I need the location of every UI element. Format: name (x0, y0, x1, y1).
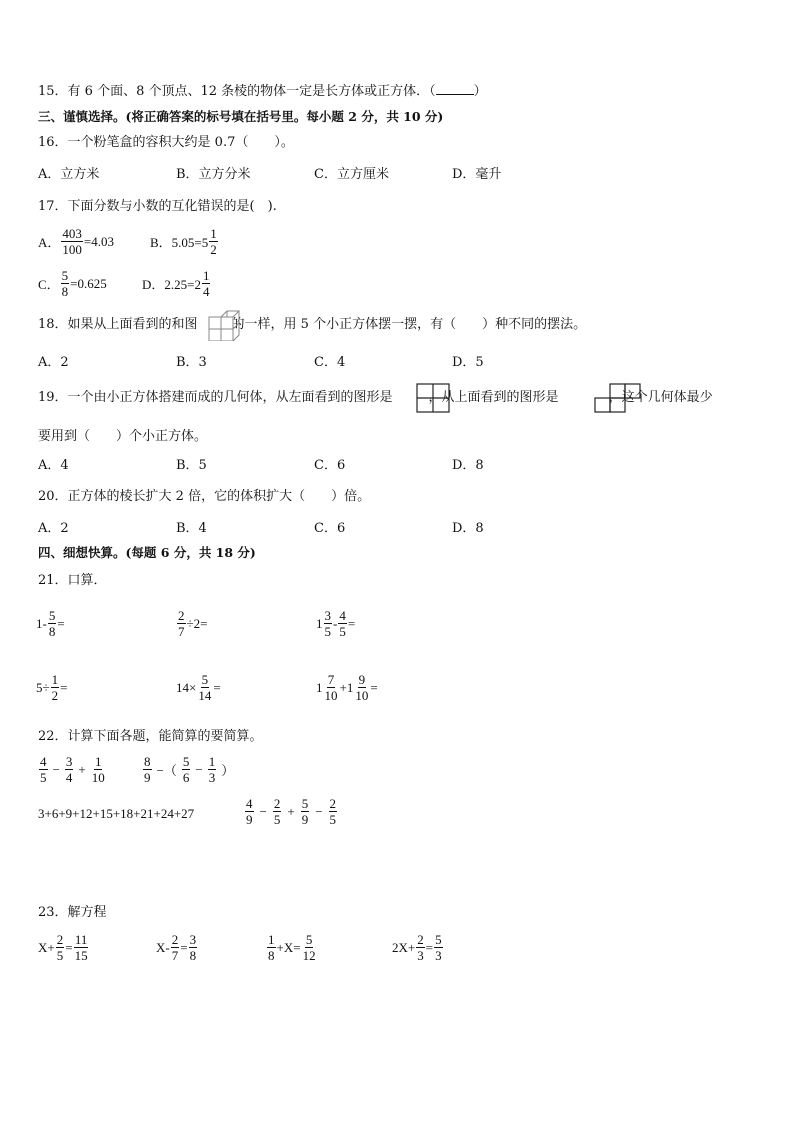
operator: − (259, 803, 267, 819)
fraction (171, 932, 180, 963)
q19-option-d: D．8 (452, 458, 484, 473)
fraction (416, 932, 425, 963)
fraction (324, 672, 339, 703)
q17-option-c (38, 268, 107, 299)
expr-part: ÷2= (186, 615, 208, 631)
fraction (245, 796, 254, 827)
denominator: 5 (273, 812, 281, 827)
question-19-text-3: ，这个几何体最少 (608, 390, 713, 405)
denominator: 10 (324, 688, 338, 703)
operator: + (78, 761, 86, 777)
numerator: 5 (61, 268, 69, 283)
q17-option-d (142, 268, 211, 299)
numerator: 11 (74, 932, 88, 947)
q23-equation-1 (38, 932, 90, 963)
denominator: 15 (74, 948, 88, 963)
numerator: 3 (65, 754, 73, 769)
fraction (197, 672, 212, 703)
numerator: 4 (339, 608, 346, 623)
fraction (61, 268, 70, 299)
q19-option-c: C．6 (314, 458, 346, 473)
numerator: 403 (62, 226, 82, 241)
denominator: 2 (210, 242, 217, 257)
q23-equation-3 (266, 932, 318, 963)
fraction (61, 226, 83, 257)
q16-option-b: B．立方分米 (176, 167, 251, 182)
expr-part: = (347, 615, 356, 631)
option-label: A． (38, 235, 61, 250)
numerator: 2 (178, 608, 185, 623)
expr-part: = (65, 939, 73, 955)
expr-part: = (60, 679, 68, 695)
fraction (74, 932, 89, 963)
q18-option-b: B．3 (176, 355, 207, 370)
operator: − (52, 761, 60, 777)
fraction (273, 796, 282, 827)
denominator: 10 (91, 770, 105, 785)
fraction (91, 754, 106, 785)
section-3-heading: 三、谨慎选择。(将正确答案的标号填在括号里。每小题 2 分，共 10 分) (38, 109, 444, 124)
option-value: =0.625 (70, 275, 107, 291)
numerator: 3 (324, 608, 331, 623)
top-view-grid-icon (594, 383, 642, 413)
denominator: 8 (268, 948, 275, 963)
q20-option-d: D．8 (452, 521, 484, 536)
operator: + (287, 803, 295, 819)
operator: − (195, 761, 203, 777)
q18-option-d: D．5 (452, 355, 484, 370)
q22-expression-4 (244, 796, 338, 827)
fraction (267, 932, 276, 963)
numerator: 8 (144, 754, 151, 769)
question-19-text-1: 19．一个由小正方体搭建而成的几何体，从左面看到的图形是 (38, 390, 393, 405)
expr-part: = (57, 615, 65, 631)
q21-expression-5 (176, 672, 221, 703)
denominator: 3 (435, 948, 442, 963)
denominator: 5 (339, 624, 346, 639)
expr-part: +X= (276, 939, 301, 955)
numerator: 5 (201, 672, 209, 687)
denominator: 8 (61, 284, 69, 299)
numerator: 1 (51, 672, 59, 687)
numerator: 1 (208, 754, 216, 769)
q18-option-a: A．2 (38, 355, 69, 370)
numerator: 5 (305, 932, 313, 947)
denominator: 4 (65, 770, 73, 785)
question-19-text-4: 要用到（ ）个小正方体。 (38, 429, 208, 444)
q23-equation-4 (392, 932, 444, 963)
q22-expression-2 (142, 754, 234, 785)
cube-stack-figure-icon (207, 307, 243, 341)
fraction (182, 754, 191, 785)
numerator: 4 (246, 796, 253, 811)
numerator: 2 (417, 932, 424, 947)
expr-part: = (180, 939, 188, 955)
question-15-end: ） (473, 84, 487, 99)
expr-part: 1 (316, 615, 323, 631)
numerator: 2 (273, 796, 281, 811)
denominator: 3 (208, 770, 216, 785)
expr-part: 1- (36, 615, 47, 631)
q17-option-b (150, 226, 219, 257)
expr-part: X+ (38, 939, 55, 955)
numerator: 7 (327, 672, 335, 687)
operator: − (315, 803, 323, 819)
section-4-heading: 四、细想快算。(每题 6 分，共 18 分) (38, 545, 256, 560)
denominator: 2 (51, 688, 59, 703)
fraction (202, 268, 211, 299)
fraction (434, 932, 443, 963)
expr-part: = (370, 679, 378, 695)
q21-expression-3 (316, 608, 355, 639)
denominator: 5 (40, 770, 47, 785)
q22-expression-1 (38, 754, 107, 785)
expr-part: 14× (176, 679, 197, 695)
left-view-grid-icon (416, 383, 450, 413)
question-19-text-2: ，从上面看到的图形是 (428, 390, 559, 405)
denominator: 9 (301, 812, 309, 827)
denominator: 7 (171, 948, 179, 963)
fraction (39, 754, 48, 785)
q20-option-a: A．2 (38, 521, 69, 536)
expr-part: +1 (339, 679, 354, 695)
q16-option-a: A．立方米 (38, 167, 100, 182)
question-16-text: 16．一个粉笔盒的容积大约是 0.7（ ）。 (38, 135, 294, 150)
denominator: 5 (324, 624, 331, 639)
operator: −（ (156, 763, 177, 778)
expr-part: X- (156, 939, 170, 955)
question-17-text: 17．下面分数与小数的互化错误的是( ). (38, 199, 277, 214)
q20-option-b: B．4 (176, 521, 207, 536)
option-label: D．2.25=2 (142, 277, 201, 292)
denominator: 9 (144, 770, 151, 785)
q17-option-a (38, 226, 114, 257)
fraction (338, 608, 347, 639)
fraction (329, 796, 338, 827)
question-20-text: 20．正方体的棱长扩大 2 倍，它的体积扩大（ ）倍。 (38, 489, 371, 504)
fraction (324, 608, 333, 639)
fraction (354, 672, 369, 703)
denominator: 10 (355, 688, 369, 703)
option-label: B．5.05=5 (150, 235, 209, 250)
denominator: 5 (329, 812, 337, 827)
fraction (56, 932, 65, 963)
expr-part: - (333, 615, 338, 631)
q20-option-c: C．6 (314, 521, 346, 536)
answer-blank (436, 82, 474, 95)
q21-expression-6 (316, 672, 378, 703)
expr-part: 5÷ (36, 679, 50, 695)
q19-option-b: B．5 (176, 458, 207, 473)
denominator: 14 (198, 688, 212, 703)
q22-expression-3 (38, 806, 194, 822)
numerator: 1 (210, 226, 217, 241)
numerator: 5 (48, 608, 56, 623)
q19-option-a: A．4 (38, 458, 69, 473)
numerator: 5 (182, 754, 190, 769)
expr-part: = (425, 939, 434, 955)
numerator: 9 (358, 672, 366, 687)
q21-expression-1 (36, 608, 65, 639)
numerator: 2 (171, 932, 179, 947)
fraction (143, 754, 152, 785)
fraction (177, 608, 186, 639)
question-15 (38, 82, 487, 101)
denominator: 8 (48, 624, 56, 639)
denominator: 7 (178, 624, 185, 639)
fraction (48, 608, 57, 639)
numerator: 5 (301, 796, 309, 811)
expr-part: 3+6+9+12+15+18+21+24+27 (38, 806, 195, 821)
operator: ） (221, 763, 235, 778)
question-18 (38, 316, 586, 334)
fraction (302, 932, 317, 963)
expr-part: 1 (316, 679, 323, 695)
question-23-text: 23．解方程 (38, 905, 107, 920)
expr-part: 2X+ (392, 939, 416, 955)
q16-option-d: D．毫升 (452, 167, 502, 182)
question-18-text-1: 18．如果从上面看到的和图 (38, 317, 198, 332)
denominator: 8 (189, 948, 197, 963)
numerator: 2 (56, 932, 64, 947)
numerator: 5 (435, 932, 442, 947)
numerator: 2 (329, 796, 337, 811)
fraction (209, 226, 218, 257)
question-21-text: 21．口算． (38, 573, 107, 588)
fraction (208, 754, 217, 785)
q23-equation-2 (156, 932, 198, 963)
fraction (189, 932, 198, 963)
option-label: C． (38, 277, 60, 292)
numerator: 1 (268, 932, 275, 947)
denominator: 5 (56, 948, 64, 963)
option-value: =4.03 (83, 233, 114, 249)
fraction (65, 754, 74, 785)
question-22-text: 22．计算下面各题，能简算的要简算。 (38, 729, 263, 744)
question-18-text-2: 的一样，用 5 个小正方体摆一摆，有（ ）种不同的摆法。 (231, 317, 587, 332)
denominator: 6 (182, 770, 190, 785)
numerator: 1 (202, 268, 210, 283)
q21-expression-2 (176, 608, 207, 639)
denominator: 4 (202, 284, 210, 299)
numerator: 4 (40, 754, 47, 769)
denominator: 100 (62, 242, 82, 257)
fraction (301, 796, 310, 827)
denominator: 3 (417, 948, 424, 963)
numerator: 1 (94, 754, 102, 769)
denominator: 12 (302, 948, 316, 963)
expr-part: = (213, 679, 221, 695)
denominator: 9 (246, 812, 253, 827)
numerator: 3 (189, 932, 197, 947)
q16-option-c: C．立方厘米 (314, 167, 389, 182)
q21-expression-4 (36, 672, 67, 703)
fraction (51, 672, 60, 703)
question-15-text: 15．有 6 个面、8 个顶点、12 条棱的物体一定是长方体或正方体．（ (38, 84, 436, 99)
q18-option-c: C．4 (314, 355, 346, 370)
